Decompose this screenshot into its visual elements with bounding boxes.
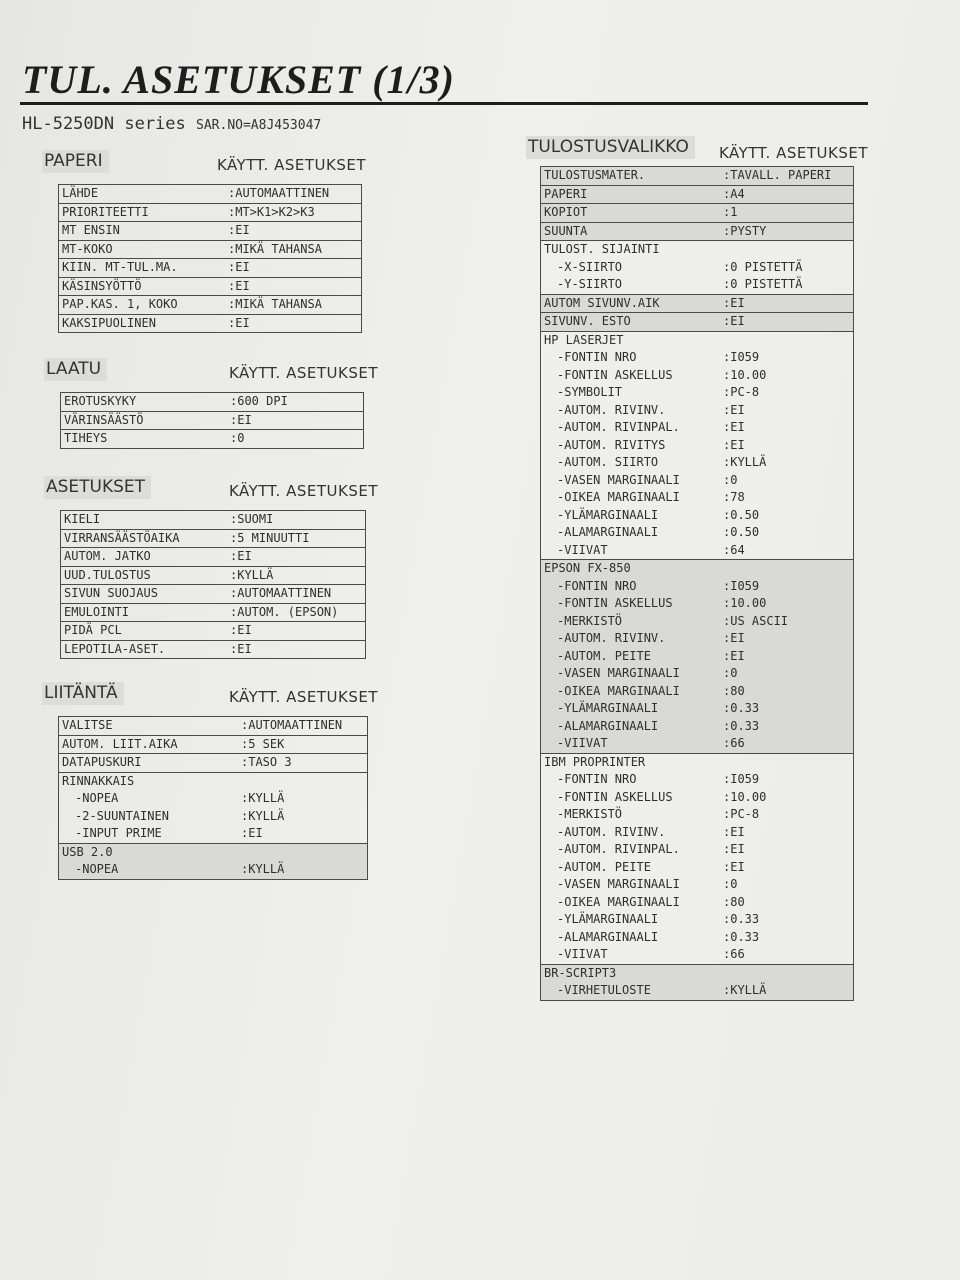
setting-key: -FONTIN NRO [557, 772, 637, 786]
setting-key: PAP.KAS. 1, KOKO [59, 296, 226, 315]
group-ibm-proprinter [541, 753, 854, 771]
setting-row [541, 384, 854, 402]
setting-value: :EI [225, 277, 362, 296]
setting-value: :10.00 [723, 789, 767, 804]
setting-key: -YLÄMARGINAALI [557, 912, 659, 926]
setting-row [59, 259, 362, 278]
setting-key: -AUTOM. PEITE [557, 648, 651, 663]
setting-row [59, 222, 362, 241]
setting-value: :EI [723, 420, 745, 434]
model-name: HL-5250DN series [22, 114, 186, 134]
setting-row [59, 296, 362, 315]
setting-row [541, 911, 854, 929]
setting-key: -SYMBOLIT [557, 385, 623, 399]
setting-row [59, 203, 362, 222]
setting-key: VÄRINSÄÄSTÖ [61, 411, 228, 430]
setting-row [541, 276, 854, 294]
setting-row [541, 204, 854, 223]
setting-key: UUD.TULOSTUS [61, 566, 228, 585]
setting-row [541, 859, 854, 877]
setting-row [61, 585, 366, 604]
setting-value: :SUOMI [227, 511, 366, 530]
setting-key: SIVUNV. ESTO [541, 313, 721, 332]
setting-key: -VASEN MARGINAALI [557, 877, 680, 891]
title-block [20, 58, 868, 105]
setting-row [59, 861, 368, 879]
setting-row [541, 222, 854, 241]
setting-value: :EI [241, 826, 263, 840]
setting-key: -AUTOM. RIVITYS [557, 437, 666, 452]
setting-key: -ALAMARGINAALI [557, 525, 659, 539]
setting-value: :EI [723, 824, 745, 839]
section-tulostusvalikko [526, 136, 868, 1001]
setting-row [541, 578, 854, 596]
setting-row [541, 648, 854, 666]
setting-key: MT-KOKO [59, 240, 226, 259]
settings-table [58, 184, 362, 333]
setting-key: EMULOINTI [61, 603, 228, 622]
setting-key: -NOPEA [75, 862, 119, 876]
setting-value: :EI [723, 437, 745, 452]
setting-row [59, 754, 368, 773]
setting-key: -2-SUUNTAINEN [75, 808, 169, 823]
setting-key: -AUTOM. RIVINV. [557, 824, 666, 839]
group-label: EPSON FX-850 [544, 561, 631, 575]
setting-value: :EI [227, 622, 366, 641]
setting-value: :80 [723, 894, 745, 909]
setting-key: -AUTOM. RIVINPAL. [557, 420, 680, 434]
group-label: IBM PROPRINTER [544, 754, 646, 769]
setting-row [541, 718, 854, 736]
setting-value: :EI [227, 548, 366, 567]
setting-key: -FONTIN NRO [557, 350, 637, 364]
setting-key: SIVUN SUOJAUS [61, 585, 228, 604]
setting-value: :66 [723, 947, 745, 961]
settings-table [540, 166, 854, 1001]
setting-key: -VASEN MARGINAALI [557, 472, 680, 487]
setting-value: :KYLLÄ [241, 791, 285, 805]
setting-key: AUTOM. LIIT.AIKA [59, 735, 239, 754]
setting-row [541, 841, 854, 859]
setting-value: :EI [723, 402, 745, 417]
setting-row [59, 717, 368, 736]
setting-value: :600 DPI [227, 393, 364, 412]
setting-value: :AUTOMAATTINEN [238, 717, 368, 736]
setting-value: :0 PISTETTÄ [723, 277, 803, 291]
setting-value: :KYLLÄ [723, 455, 767, 469]
setting-row [541, 313, 854, 332]
section-laatu [44, 358, 378, 449]
setting-row [61, 548, 366, 567]
setting-value: :5 SEK [238, 735, 368, 754]
setting-value: :KYLLÄ [723, 983, 767, 997]
setting-row [541, 929, 854, 947]
group-label: HP LASERJET [544, 332, 624, 347]
section-title: TULOSTUSVALIKKO [526, 136, 695, 159]
column-header: KÄYTT. ASETUKSET [228, 482, 378, 500]
model-line [22, 114, 321, 134]
setting-value: :EI [227, 640, 366, 659]
setting-value: :0 [227, 430, 364, 449]
setting-key: -ALAMARGINAALI [557, 929, 659, 944]
setting-key: PIDÄ PCL [61, 622, 228, 641]
setting-key: -ALAMARGINAALI [557, 718, 659, 733]
setting-value: :KYLLÄ [241, 808, 285, 823]
setting-value: :I059 [723, 350, 760, 364]
setting-row [541, 419, 854, 437]
setting-value: :80 [723, 683, 745, 698]
setting-key: -VIIVAT [557, 542, 608, 557]
setting-row [61, 603, 366, 622]
setting-key: PAPERI [541, 185, 721, 204]
setting-key: -NOPEA [75, 791, 119, 805]
group-label: BR-SCRIPT3 [544, 965, 617, 980]
setting-row [61, 622, 366, 641]
setting-row [59, 808, 368, 826]
setting-key: VIRRANSÄÄSTÖAIKA [61, 529, 228, 548]
setting-value: :KYLLÄ [227, 566, 366, 585]
setting-key: KÄSINSYÖTTÖ [59, 277, 226, 296]
column-header: KÄYTT. ASETUKSET [228, 688, 378, 706]
setting-row [541, 402, 854, 420]
setting-value: :EI [720, 313, 854, 332]
setting-value: :PC-8 [723, 807, 760, 821]
setting-value: :0.33 [723, 929, 760, 944]
setting-value: :TASO 3 [238, 754, 368, 773]
setting-key: -OIKEA MARGINAALI [557, 894, 680, 909]
setting-key: -INPUT PRIME [75, 826, 162, 840]
setting-value: :0 [723, 666, 738, 680]
section-title: PAPERI [42, 150, 109, 173]
group-label: USB 2.0 [62, 844, 113, 859]
setting-key: -VASEN MARGINAALI [557, 666, 680, 680]
setting-row [61, 411, 364, 430]
setting-value: :EI [723, 631, 745, 645]
section-title: LAATU [44, 358, 107, 381]
setting-row [541, 613, 854, 631]
setting-row [61, 640, 366, 659]
setting-key: SUUNTA [541, 222, 721, 241]
setting-value: :AUTOMAATTINEN [225, 185, 362, 204]
setting-value: :I059 [723, 578, 760, 593]
setting-row [541, 524, 854, 542]
setting-key: -AUTOM. RIVINV. [557, 631, 666, 645]
group-epson [541, 560, 854, 578]
section-liitanta [42, 682, 378, 880]
setting-key: LÄHDE [59, 185, 226, 204]
setting-row [541, 294, 854, 313]
setting-value: :64 [723, 542, 745, 557]
setting-key: DATAPUSKURI [59, 754, 239, 773]
setting-value: :EI [720, 294, 854, 313]
setting-row [541, 876, 854, 894]
setting-key: -Y-SIIRTO [557, 277, 623, 291]
setting-row [541, 349, 854, 367]
setting-key: -YLÄMARGINAALI [557, 701, 659, 715]
setting-key: -VIIVAT [557, 736, 608, 750]
group-rinnakkais [59, 772, 368, 790]
setting-value: :A4 [720, 185, 854, 204]
setting-key: TULOSTUSMATER. [541, 167, 721, 186]
setting-key: -FONTIN ASKELLUS [557, 789, 673, 804]
setting-key: LEPOTILA-ASET. [61, 640, 228, 659]
setting-key: -FONTIN ASKELLUS [557, 596, 673, 610]
setting-key: KOPIOT [541, 204, 721, 223]
setting-row [541, 367, 854, 385]
setting-row [59, 240, 362, 259]
setting-key: -OIKEA MARGINAALI [557, 490, 680, 504]
setting-value: :TAVALL. PAPERI [720, 167, 854, 186]
setting-value: :0.33 [723, 912, 760, 926]
group-label: RINNAKKAIS [62, 773, 135, 788]
setting-row [59, 277, 362, 296]
column-header: KÄYTT. ASETUKSET [228, 364, 378, 382]
column-header: KÄYTT. ASETUKSET [718, 144, 868, 162]
setting-row [61, 566, 366, 585]
setting-key: VALITSE [59, 717, 239, 736]
setting-value: :10.00 [723, 596, 767, 610]
setting-value: :0 [723, 877, 738, 891]
setting-key: -VIIVAT [557, 947, 608, 961]
settings-table [58, 716, 368, 880]
setting-row [541, 789, 854, 807]
setting-key: -VIRHETULOSTE [557, 983, 651, 997]
setting-key: -AUTOM. RIVINPAL. [557, 842, 680, 856]
setting-row [541, 982, 854, 1000]
setting-value: :0.33 [723, 718, 760, 733]
setting-row [61, 529, 366, 548]
setting-value: :0 [723, 472, 738, 487]
setting-value: :5 MINUUTTI [227, 529, 366, 548]
group-hp-laserjet [541, 331, 854, 349]
setting-value: :1 [720, 204, 854, 223]
setting-row [541, 735, 854, 753]
setting-value: :KYLLÄ [241, 862, 285, 876]
setting-row [59, 185, 362, 204]
setting-value: :0 PISTETTÄ [723, 259, 803, 274]
setting-row [541, 454, 854, 472]
setting-key: PRIORITEETTI [59, 203, 226, 222]
setting-row [541, 806, 854, 824]
setting-value: :US ASCII [723, 613, 789, 628]
settings-table [60, 510, 366, 659]
setting-key: -AUTOM. RIVINV. [557, 402, 666, 417]
section-asetukset [44, 476, 378, 659]
setting-key: -AUTOM. PEITE [557, 859, 651, 874]
setting-row [541, 489, 854, 507]
setting-value: :EI [225, 314, 362, 333]
page-title: TUL. ASETUKSET (1/3) [20, 58, 868, 105]
setting-value: :EI [723, 842, 745, 856]
setting-value: :EI [723, 859, 745, 874]
group-sijainti [541, 241, 854, 259]
setting-value: :EI [225, 259, 362, 278]
setting-key: -MERKISTÖ [557, 807, 623, 821]
group-usb [59, 843, 368, 861]
setting-value: :I059 [723, 772, 760, 786]
setting-row [541, 437, 854, 455]
setting-row [541, 595, 854, 613]
setting-key: -FONTIN ASKELLUS [557, 367, 673, 382]
setting-key: TIHEYS [61, 430, 228, 449]
setting-key: MT ENSIN [59, 222, 226, 241]
setting-key: KIELI [61, 511, 228, 530]
settings-table [60, 392, 364, 449]
setting-value: :66 [723, 736, 745, 750]
setting-value: :0.50 [723, 507, 760, 522]
setting-value: :AUTOM. (EPSON) [227, 603, 366, 622]
setting-row [61, 511, 366, 530]
setting-key: EROTUSKYKY [61, 393, 228, 412]
setting-value: :MIKÄ TAHANSA [225, 296, 362, 315]
setting-value: :0.50 [723, 525, 760, 539]
setting-key: -MERKISTÖ [557, 613, 623, 628]
setting-key: -YLÄMARGINAALI [557, 507, 659, 522]
setting-row [59, 790, 368, 808]
setting-value: :PYSTY [720, 222, 854, 241]
setting-row [541, 771, 854, 789]
setting-row [59, 825, 368, 843]
section-paperi [42, 150, 366, 333]
setting-value: :EI [227, 411, 364, 430]
setting-row [541, 665, 854, 683]
setting-value: :10.00 [723, 367, 767, 382]
setting-row [541, 946, 854, 964]
setting-row [541, 824, 854, 842]
setting-key: KIIN. MT-TUL.MA. [59, 259, 226, 278]
setting-row [541, 185, 854, 204]
setting-value: :EI [723, 648, 745, 663]
setting-row [541, 542, 854, 560]
setting-key: AUTOM. JATKO [61, 548, 228, 567]
setting-value: :AUTOMAATTINEN [227, 585, 366, 604]
setting-row [541, 507, 854, 525]
group-br-script3 [541, 964, 854, 982]
setting-key: -AUTOM. SIIRTO [557, 455, 659, 469]
section-title: LIITÄNTÄ [42, 682, 124, 705]
setting-row [541, 167, 854, 186]
setting-key: KAKSIPUOLINEN [59, 314, 226, 333]
setting-row [61, 430, 364, 449]
serial-number: SAR.NO=A8J453047 [196, 118, 322, 133]
setting-value: :MT>K1>K2>K3 [225, 203, 362, 222]
setting-key: -X-SIIRTO [557, 259, 623, 274]
column-header: KÄYTT. ASETUKSET [216, 156, 366, 174]
setting-row [541, 259, 854, 277]
setting-row [59, 314, 362, 333]
group-label: TULOST. SIJAINTI [544, 242, 660, 256]
setting-row [59, 735, 368, 754]
setting-row [541, 683, 854, 701]
setting-row [541, 894, 854, 912]
setting-value: :0.33 [723, 701, 760, 715]
setting-value: :PC-8 [723, 385, 760, 399]
setting-value: :MIKÄ TAHANSA [225, 240, 362, 259]
setting-key: -FONTIN NRO [557, 578, 637, 593]
setting-row [61, 393, 364, 412]
setting-row [541, 472, 854, 490]
setting-value: :78 [723, 490, 745, 504]
setting-value: :EI [225, 222, 362, 241]
setting-row [541, 630, 854, 648]
setting-key: -OIKEA MARGINAALI [557, 683, 680, 698]
setting-key: AUTOM SIVUNV.AIK [541, 294, 721, 313]
setting-row [541, 700, 854, 718]
section-title: ASETUKSET [44, 476, 151, 499]
